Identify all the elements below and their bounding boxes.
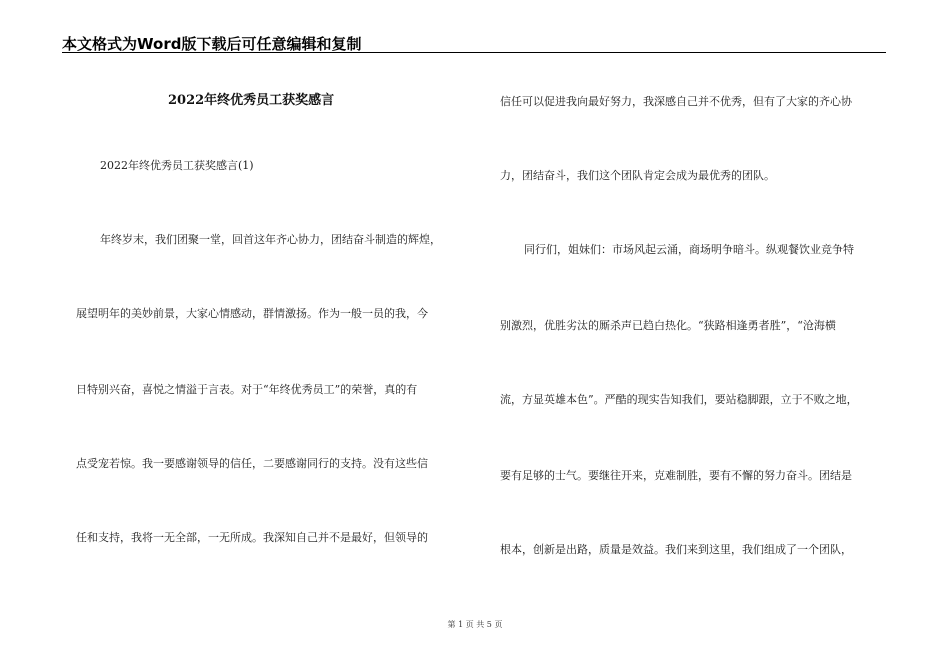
paragraph-line: 点受宠若惊。我一要感谢领导的信任，二要感谢同行的支持。没有这些信 <box>76 457 428 470</box>
paragraph-line: 流，方显英雄本色”。严酷的现实告知我们，要站稳脚跟，立于不败之地， <box>500 393 858 406</box>
paragraph-line: 要有足够的士气。要继往开来，克难制胜，要有不懈的努力奋斗。团结是 <box>500 469 852 482</box>
download-banner: 本文格式为Word版下载后可任意编辑和复制 <box>62 35 362 53</box>
paragraph-line: 展望明年的美妙前景，大家心情感动，群情激扬。作为一般一员的我，今 <box>76 307 428 320</box>
subtitle-line: 2022年终优秀员工获奖感言(1) <box>100 159 254 172</box>
paragraph-line: 日特别兴奋，喜悦之情溢于言表。对于“年终优秀员工”的荣誉，真的有 <box>76 383 418 396</box>
header-divider <box>62 52 886 53</box>
document-title: 2022年终优秀员工获奖感言 <box>168 93 335 108</box>
paragraph-line: 力，团结奋斗，我们这个团队肯定会成为最优秀的团队。 <box>500 169 775 182</box>
paragraph-line: 根本，创新是出路，质量是效益。我们来到这里，我们组成了一个团队， <box>500 543 852 556</box>
page-indicator: 第 1 页 共 5 页 <box>447 620 503 629</box>
paragraph-line: 别激烈，优胜劣汰的厮杀声已趋白热化。“狭路相逢勇者胜”，“沧海横 <box>500 319 836 332</box>
paragraph-line: 信任可以促进我向最好努力，我深感自己并不优秀，但有了大家的齐心协 <box>500 95 852 108</box>
paragraph-line: 年终岁末，我们团聚一堂，回首这年齐心协力，团结奋斗制造的辉煌， <box>100 233 441 246</box>
paragraph-line: 任和支持，我将一无全部，一无所成。我深知自己并不是最好，但领导的 <box>76 531 428 544</box>
paragraph-line: 同行们，姐妹们：市场风起云涌，商场明争暗斗。纵观餐饮业竞争特 <box>524 243 854 256</box>
